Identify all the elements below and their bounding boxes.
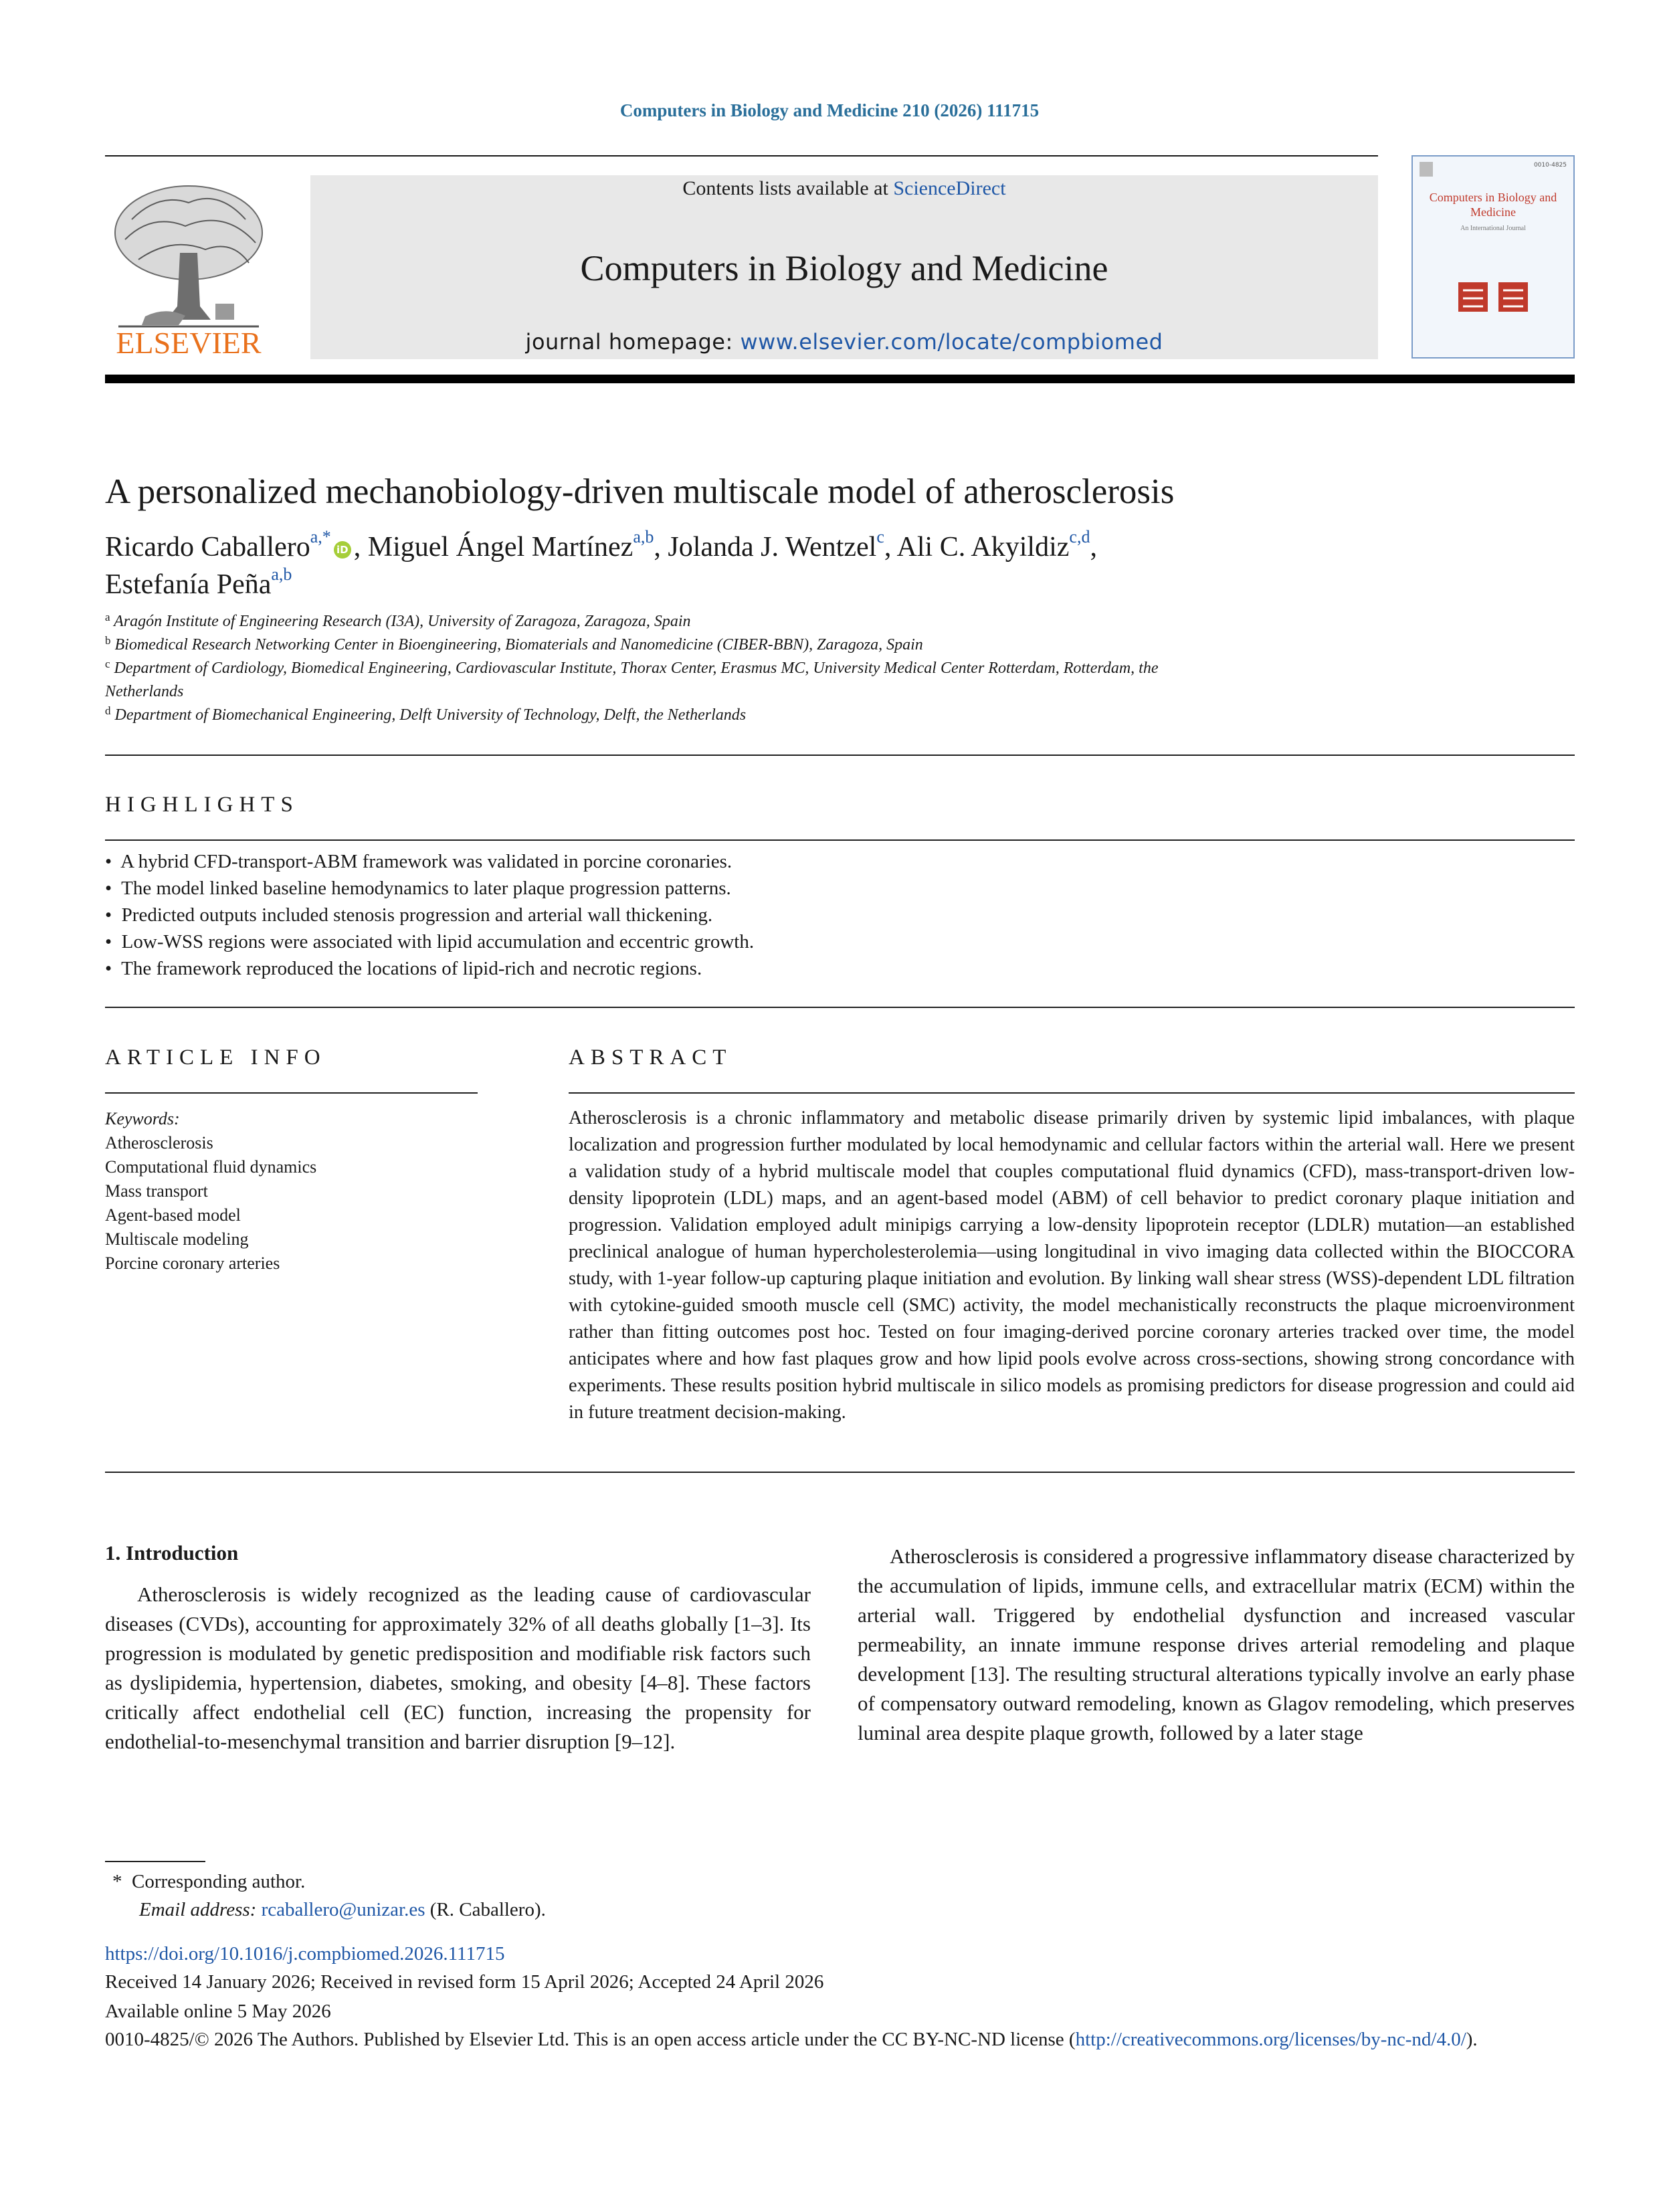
contents-line	[310, 177, 1378, 200]
contents-prefix: Contents lists available at	[682, 177, 894, 199]
license-link[interactable]: http://creativecommons.org/licenses/by-nc-nd/4.0/	[1075, 2029, 1466, 2050]
highlight-item: • A hybrid CFD-transport-ABM framework was validated in porcine coronaries.	[105, 851, 733, 872]
affiliation: $^a$ Aragón Institute of Engineering Research (I3A), University of Zaragoza, Zaragoza, Spain	[105, 611, 691, 630]
intro-paragraph: Atherosclerosis is considered a progressive inflammatory disease characterized by the accumulation of lipids, immune cells, and extracellular matrix (ECM) within the arterial wall. Triggered by endothelial dysfunction and increased vascular permeability, an innate immune response drives arterial remodeling and plaque development [13]. The resulting structural alterations typically involve an early phase of compensatory outward remodeling, known as Glagov remodeling, which preserves luminal area despite plaque growth, followed by a later stage	[858, 1544, 1575, 1744]
author-affil-sup[interactable]: a,b	[633, 527, 654, 546]
divider	[105, 1007, 1575, 1008]
email-label: Email address:	[139, 1899, 262, 1920]
affiliations	[105, 610, 1577, 727]
journal-cover-thumbnail[interactable]	[1411, 155, 1575, 359]
keyword[interactable]: Atherosclerosis	[105, 1133, 213, 1152]
elsevier-logo	[105, 173, 272, 360]
footnote-marker: *	[112, 1871, 122, 1892]
affiliation: $^d$ Department of Biomechanical Engineering, Delft University of Technology, Delft, the Netherlands	[105, 704, 747, 724]
affiliation-continued: Netherlands	[105, 683, 184, 700]
homepage-label: journal homepage:	[525, 329, 741, 355]
keyword[interactable]: Multiscale modeling	[105, 1229, 249, 1249]
paper-title: A personalized mechanobiology-driven multiscale model of atherosclerosis	[105, 472, 1175, 511]
svg-text:ELSEVIER: ELSEVIER	[116, 326, 262, 360]
top-divider	[105, 155, 1378, 157]
journal-title: Computers in Biology and Medicine	[580, 248, 1108, 288]
header-divider	[105, 375, 1575, 383]
divider	[105, 1472, 1575, 1473]
homepage-link[interactable]: www.elsevier.com/locate/compbiomed	[740, 329, 1163, 355]
license-statement: 0010-4825/© 2026 The Authors. Published by Elsevier Ltd. This is an open access article under the CC BY-NC-ND license (http://creativecommons.org/licenses/by-nc-nd/4.0/).	[105, 2029, 1478, 2050]
author-name[interactable]: Miguel Ángel Martínez	[367, 532, 633, 563]
cover-subtitle: An International Journal	[1460, 225, 1526, 232]
author-affil-sup[interactable]: c	[876, 527, 884, 546]
highlight-item: • The framework reproduced the locations of lipid-rich and necrotic regions.	[105, 958, 702, 979]
highlight-item: • The model linked baseline hemodynamics to later plaque progression patterns.	[105, 878, 731, 899]
keyword[interactable]: Mass transport	[105, 1181, 208, 1201]
intro-left-column	[105, 1538, 811, 1756]
abstract-heading: ABSTRACT	[569, 1045, 733, 1070]
divider	[105, 755, 1575, 756]
intro-right-column	[858, 1542, 1575, 1748]
author-affil-sup[interactable]: c,d	[1069, 527, 1090, 546]
divider	[105, 1092, 478, 1094]
available-online: Available online 5 May 2026	[105, 2001, 331, 2022]
highlight-item: • Low-WSS regions were associated with lipid accumulation and eccentric growth.	[105, 931, 755, 952]
highlight-item: • Predicted outputs included stenosis progression and arterial wall thickening.	[105, 904, 713, 926]
author-affil-sup[interactable]: a,*	[310, 527, 331, 546]
divider	[105, 839, 1575, 841]
keyword[interactable]: Agent-based model	[105, 1205, 241, 1225]
cover-title: Computers in Biology and Medicine	[1429, 191, 1557, 219]
abstract-text: Atherosclerosis is a chronic inflammatory and metabolic disease primarily driven by systemic lipid imbalances, with plaque localization and progression further modulated by local hemodynamic and cellular factors within the arterial wall. Here we present a validation study of a hybrid multiscale model that couples computational fluid dynamics (CFD), mass-transport-driven low-density lipoprotein (LDL) maps, and an agent-based model (ABM) of cell behavior to predict coronary plaque initiation and progression. Validation employed adult minipigs carrying a low-density lipoprotein receptor (LDLR) mutation—an established preclinical analogue of human hypercholesterolemia—using longitudinal in vivo imaging data collected within the BIOCCORA study, with 1-year follow-up capturing plaque initiation and evolution. By linking wall shear stress (WSS)-dependent LDL filtration with cytokine-guided smooth muscle cell (SMC) activity, the model mechanistically reconstructs the plaque microenvironment rather than fitting outcomes post hoc. Tested on four imaging-derived porcine coronary arteries tracked over time, the model anticipates where and how fast plaques grow and how lipid pools evolve across cross-sections, showing strong concordance with experiments. These results position hybrid multiscale in silico models as promising predictors for disease progression and could aid in future treatment decision-making.	[569, 1108, 1575, 1423]
keywords	[105, 1107, 480, 1276]
keywords-label: Keywords:	[105, 1109, 180, 1128]
sciencedirect-link[interactable]: ScienceDirect	[893, 177, 1006, 199]
article-info-heading: ARTICLE INFO	[105, 1045, 326, 1070]
author-name[interactable]: Estefanía Peña	[105, 569, 272, 600]
author-affil-sup[interactable]: a,b	[271, 565, 292, 584]
affiliation: $^c$ Department of Cardiology, Biomedical Engineering, Cardiovascular Institute, Thorax Center, Erasmus MC, University Medical Center Rotterdam, Rotterdam, the	[105, 658, 1159, 677]
corresponding-footnote	[112, 1868, 915, 1924]
email-suffix: (R. Caballero).	[425, 1899, 546, 1920]
cover-issn: 0010-4825	[1533, 162, 1567, 169]
corresponding-label: Corresponding author.	[132, 1871, 306, 1892]
journal-reference[interactable]: Computers in Biology and Medicine 210 (2026) 111715	[619, 100, 1040, 120]
keyword[interactable]: Computational fluid dynamics	[105, 1157, 317, 1177]
highlights-heading: HIGHLIGHTS	[105, 793, 299, 817]
author-name[interactable]: Ricardo Caballero	[105, 532, 310, 563]
cover-artwork-icon	[1413, 277, 1573, 330]
highlights-list	[105, 848, 1510, 982]
email-link[interactable]: rcaballero@unizar.es	[261, 1899, 425, 1920]
author-list: Ricardo Caballero$^{a,*}$iD , Miguel Ángel Martínez$^{a,b}$, Jolanda J. Wentzel$^c$, Ali C. Akyildiz$^{c,d}$, Estefanía Peña$^{a,b}$	[105, 527, 1097, 600]
journal-homepage	[310, 329, 1378, 355]
author-name[interactable]: Jolanda J. Wentzel	[668, 532, 877, 563]
article-metadata	[105, 1940, 1577, 2053]
intro-paragraph: Atherosclerosis is widely recognized as the leading cause of cardiovascular diseases (CVDs), accounting for approximately 32% of all deaths globally [1–3]. Its progression is modulated by genetic predisposition and modifiable risk factors such as dyslipidemia, hypertension, diabetes, smoking, and obesity [4–8]. These factors critically affect endothelial cell (EC) function, increasing the propensity for endothelial-to-mesenchymal transition and barrier disruption [9–12].	[105, 1583, 811, 1753]
keyword[interactable]: Porcine coronary arteries	[105, 1253, 280, 1273]
divider	[569, 1092, 1575, 1094]
footnote-rule	[105, 1861, 205, 1862]
elsevier-tree-icon	[105, 173, 272, 360]
cover-logo-icon	[1420, 162, 1433, 177]
orcid-icon[interactable]: iD	[334, 541, 351, 559]
section-title: 1. Introduction	[105, 1541, 239, 1565]
doi-link[interactable]: https://doi.org/10.1016/j.compbiomed.2026.111715	[105, 1943, 505, 1965]
author-name[interactable]: Ali C. Akyildiz	[896, 532, 1070, 563]
affiliation: $^b$ Biomedical Research Networking Center in Bioengineering, Biomaterials and Nanomedicine (CIBER-BBN), Zaragoza, Spain	[105, 634, 923, 653]
history-dates: Received 14 January 2026; Received in revised form 15 April 2026; Accepted 24 April 2026	[105, 1971, 824, 1993]
